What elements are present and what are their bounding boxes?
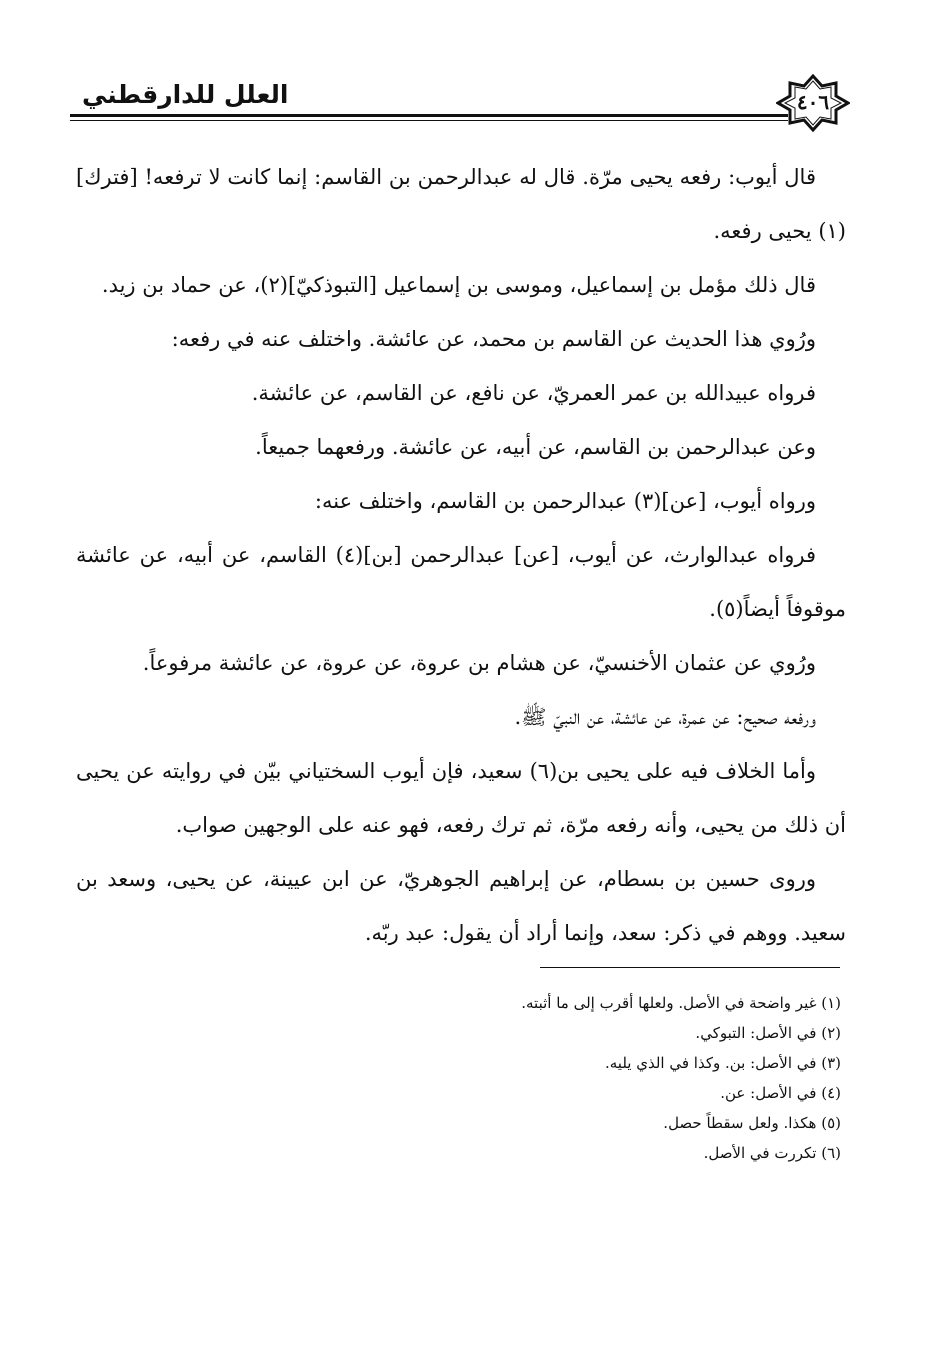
paragraph: ورواه أيوب، [عن](٣) عبدالرحمن بن القاسم، واختلف عنه: — [314, 489, 816, 513]
paragraph: قال أيوب: رفعه يحيى مرّة. قال له عبدالرحمن بن القاسم: إنما كانت لا ترفعه! [فترك](١) يحيى رفعه. — [76, 165, 846, 243]
paragraph: فرواه عبدالوارث، عن أيوب، [عن] عبدالرحمن [بن](٤) القاسم، عن أبيه، عن عائشة موقوفاً أيضاً(٥). — [76, 543, 846, 621]
book-title: العلل للدارقطني — [82, 80, 289, 109]
paragraph: وروى حسين بن بسطام، عن إبراهيم الجوهريّ، عن ابن عيينة، عن يحيى، وسعد بن سعيد. ووهم في ذكر: سعد، وإنما أراد أن يقول: عبد ربّه. — [76, 867, 846, 945]
footnote: (٣) في الأصل: بن. وكذا في الذي يليه. — [605, 1054, 841, 1072]
footnotes — [76, 988, 841, 1168]
footnote: (٢) في الأصل: التبوكي. — [695, 1024, 841, 1042]
header-rule — [70, 114, 788, 117]
paragraph: ورُوي عن عثمان الأخنسيّ، عن هشام بن عروة، عن عروة، عن عائشة مرفوعاً. — [142, 651, 816, 675]
main-text — [76, 150, 846, 960]
paragraph: وعن عبدالرحمن بن القاسم، عن أبيه، عن عائشة. ورفعهما جميعاً. — [255, 435, 816, 459]
paragraph: وأما الخلاف فيه على يحيى بن(٦) سعيد، فإن أيوب السختياني بيّن في روايته عن يحيى أن ذلك من يحيى، وأنه رفعه مرّة، ثم ترك رفعه، فهو عنه على الوجهين صواب. — [76, 759, 846, 837]
page-number-badge — [776, 74, 850, 132]
paragraph: فرواه عبيدالله بن عمر العمريّ، عن نافع، عن القاسم، عن عائشة. — [251, 381, 816, 405]
page-header — [70, 72, 850, 132]
header-rule-thin — [70, 120, 788, 121]
paragraph: ورفعه صحيح: عن عمرة، عن عائشة، عن النبيّ ﷺ. — [514, 705, 816, 729]
footnote: (٤) في الأصل: عن. — [720, 1084, 841, 1102]
footnote: (٦) تكررت في الأصل. — [703, 1144, 841, 1162]
paragraph: ورُوي هذا الحديث عن القاسم بن محمد، عن عائشة. واختلف عنه في رفعه: — [171, 327, 816, 351]
footnote: (١) غير واضحة في الأصل. ولعلها أقرب إلى ما أثبته. — [521, 994, 841, 1012]
paragraph: قال ذلك مؤمل بن إسماعيل، وموسى بن إسماعيل [التبوذكيّ](٢)، عن حماد بن زيد. — [101, 273, 816, 297]
page-number: ٤٠٦ — [796, 90, 830, 114]
footnote-separator — [540, 967, 840, 968]
footnote: (٥) هكذا. ولعل سقطاً حصل. — [663, 1114, 841, 1132]
